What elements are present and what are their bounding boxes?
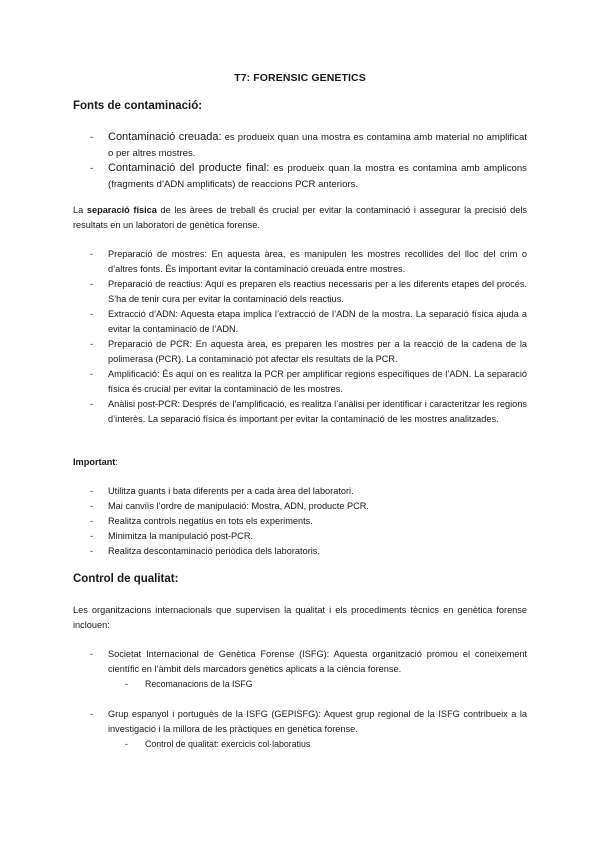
list-item-text: es produeix quan la mostra es contamina amb amplicons (fragments d’ADN amplificats) de reaccions PCR anteriors. [108,163,527,190]
list-item-text: Realitza descontaminació periòdica dels laboratoris. [108,546,320,556]
bullet-dash: - [90,709,94,719]
list-item [73,484,527,499]
important-bold-label: Important [73,457,116,467]
list-item [73,397,527,427]
bullet-dash: - [90,249,94,259]
list-item-text: Minimitza la manipulació post-PCR. [108,531,254,541]
paragraph-text: La [73,205,87,215]
list-item [73,130,527,161]
important-label [73,455,527,470]
quality-intro-paragraph: Les organitzacions internacionals que supervisen la qualitat i els procediments tècnics en genètica forense inclouen: [73,605,527,630]
list-item [73,337,527,367]
important-colon: : [115,457,118,467]
list-item [73,277,527,307]
bullet-dash: - [90,399,94,409]
lab-areas-list [73,247,527,427]
bullet-dash: - [90,163,94,174]
separation-paragraph [73,203,527,233]
contamination-sources-list [73,130,527,192]
bullet-dash: - [90,516,94,526]
list-item [73,514,527,529]
list-item-text: Preparació de mostres: En aquesta àrea, es manipulen les mostres recollides del lloc del crim o d’altres fonts. És important evitar la contaminació creuada entre mostres. [108,249,527,274]
list-item [73,529,527,544]
organizations-list-1 [73,647,527,677]
term-final-product-contamination: Contaminació del producte final: [108,162,270,174]
bullet-dash: - [125,679,128,689]
sub-item-text: Recomanacions de la ISFG [145,679,253,689]
list-item-text: Mai canviïs l’ordre de manipulació: Mostra, ADN, producte PCR. [108,501,369,511]
list-item-text: Grup espanyol i portuguès de la ISFG (GEPISFG): Aquest grup regional de la ISFG contribueix a la investigació i la millora de les pràctiques en genètica forense. [108,709,527,734]
paragraph-bold-text: separació física [86,205,157,215]
list-item [73,367,527,397]
bullet-dash: - [90,279,94,289]
list-item-text: Extracció d’ADN: Aquesta etapa implica l’extracció de l’ADN de la mostra. La separació física ajuda a evitar la contaminació de l’ADN. [108,309,527,334]
bullet-dash: - [90,309,94,319]
list-item [73,707,527,737]
section-heading-contamination: Fonts de contaminació: [73,100,203,112]
bullet-dash: - [90,531,94,541]
list-item-text: es produeix quan una mostra es contamina amb material no amplificat o per altres mostres. [108,132,528,159]
document-title: T7: FORENSIC GENETICS [234,72,366,84]
list-item-text: Realitza controls negatius en tots els experiments. [108,516,313,526]
bullet-dash: - [90,501,94,511]
bullet-dash: - [90,546,94,556]
organizations-list-2 [73,707,527,737]
bullet-dash: - [90,132,94,143]
sub-item-text: Control de qualitat: exercicis col·laboratius [145,739,311,749]
list-item-text: Utilitza guants i bata diferents per a cada àrea del laboratori. [108,486,354,496]
list-item [73,647,527,677]
section-heading-quality-control: Control de qualitat: [73,573,179,585]
list-item [73,499,527,514]
list-item [73,161,527,192]
paragraph-text: de les àrees de treball és crucial per evitar la contaminació i assegurar la precisió dels resultats en un laboratori de genètica forense. [73,205,527,230]
list-item-text: Anàlisi post-PCR: Després de l’amplificació, es realitza l’anàlisi per identificar i caracteritzar les regions d’interès. La separació física és important per evitar la contaminació de les mostres analitzades. [108,399,527,424]
bullet-dash: - [90,649,94,659]
bullet-dash: - [90,339,94,349]
important-list [73,484,527,559]
list-item-text: Preparació de reactius: Aquí es preparen els reactius necessaris per a les diferents etapes del procés. S’ha de tenir cura per evitar la contaminació dels reactius. [108,279,527,304]
list-item [73,544,527,559]
term-cross-contamination: Contaminació creuada: [108,131,222,143]
bullet-dash: - [125,739,128,749]
bullet-dash: - [90,486,94,496]
list-item [73,247,527,277]
list-item-text: Amplificació: És aquí on es realitza la PCR per amplificar regions específiques de l’ADN. La separació física és crucial per evitar la contaminació de les mostres. [108,369,527,394]
list-item [73,307,527,337]
list-item-text: Societat Internacional de Genètica Forense (ISFG): Aquesta organització promou el coneixement científic en l’àmbit dels marcadors genètics aplicats a la ciència forense. [108,649,527,674]
list-item-text: Preparació de PCR: En aquesta àrea, es preparen les mostres per a la reacció de la cadena de la polimerasa (PCR). La contaminació pot afectar els resultats de la PCR. [108,339,527,364]
bullet-dash: - [90,369,94,379]
